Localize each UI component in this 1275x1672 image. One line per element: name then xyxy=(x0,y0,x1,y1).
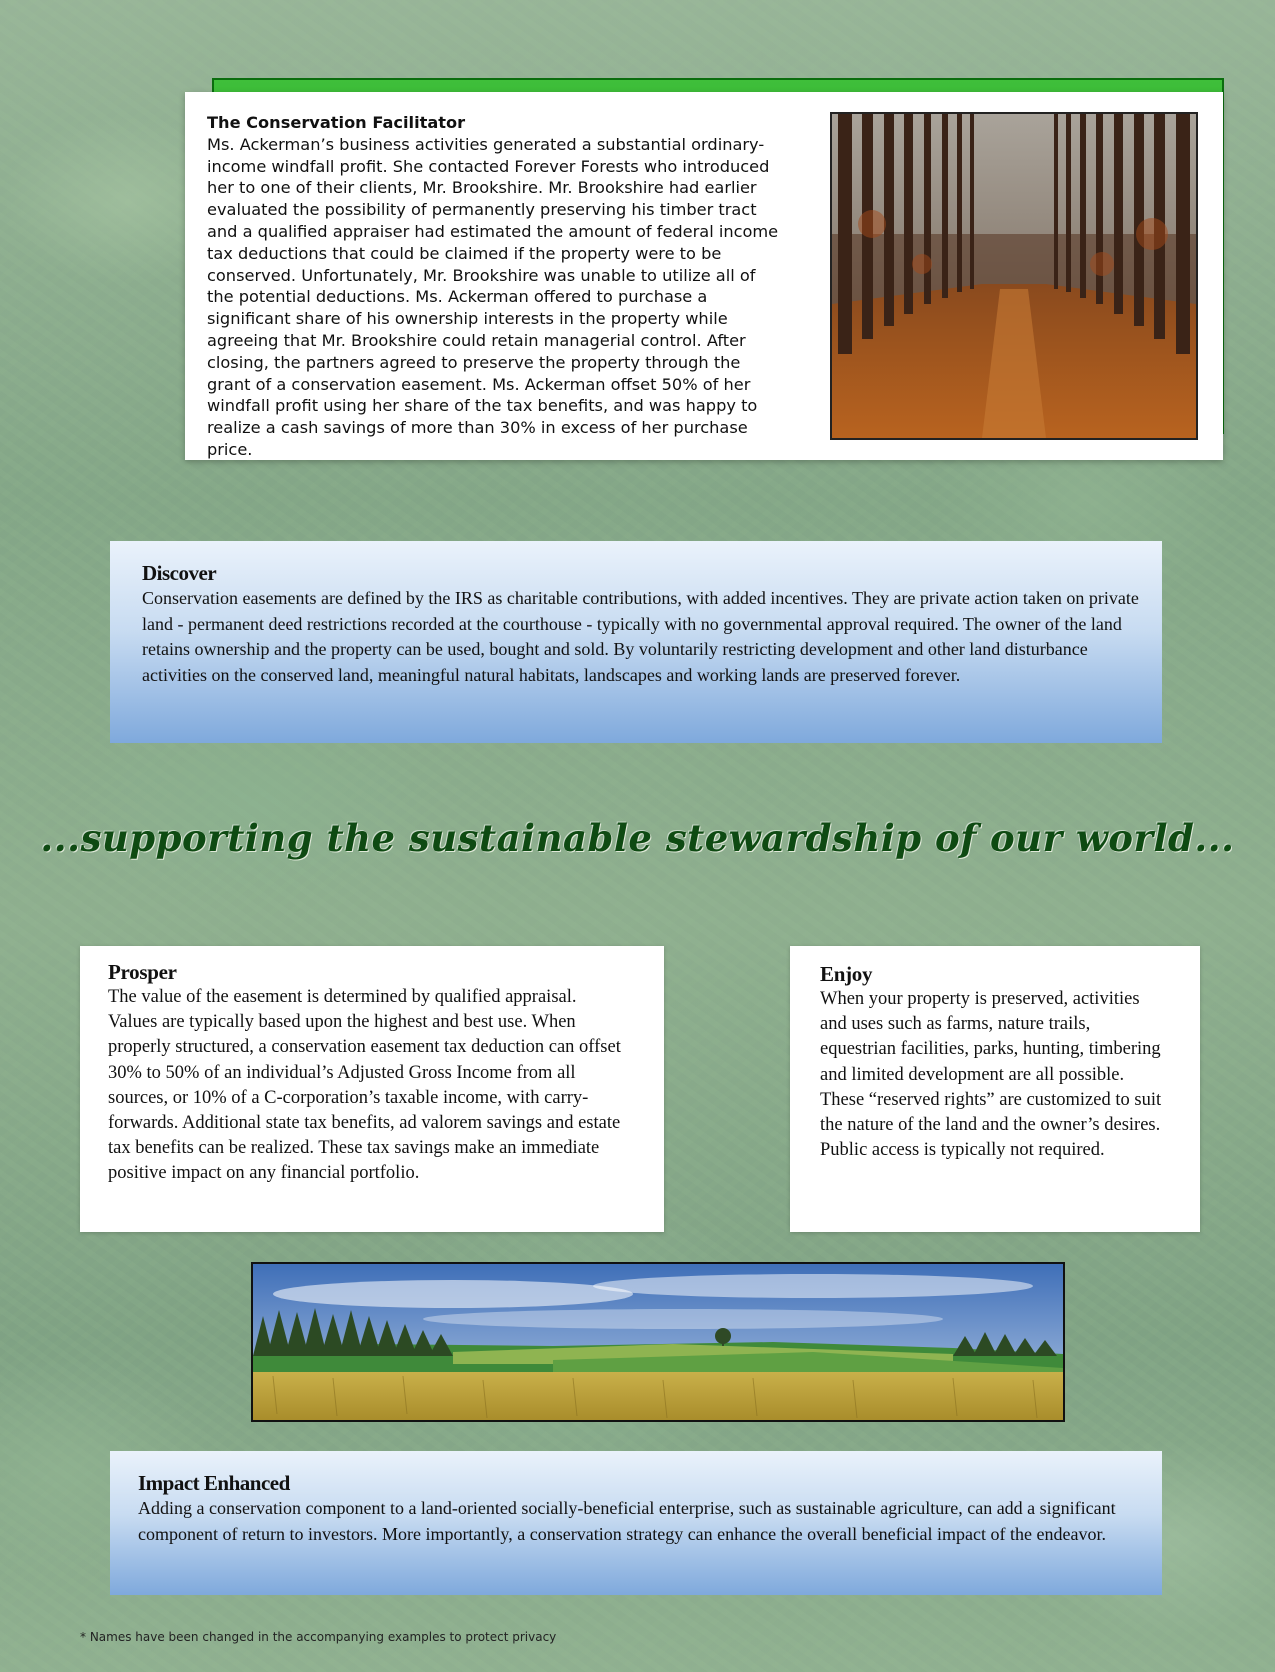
forest-path-photo xyxy=(830,112,1198,440)
facilitator-card xyxy=(185,92,1223,460)
discover-section xyxy=(110,541,1162,743)
prosper-section xyxy=(80,946,664,1232)
enjoy-section xyxy=(790,946,1200,1232)
privacy-footnote: * Names have been changed in the accompanying examples to protect privacy xyxy=(80,1630,557,1644)
prosper-body: The value of the easement is determined by qualified appraisal. Values are typically based upon the highest and best use. When properly structured, a conservation easement tax deduction can offset 30% to 50% of an individual’s Adjusted Gross Income from all sources, or 10% of a C-corporation’s taxable income, with carry-forwards. Additional state tax benefits, ad valorem savings and estate tax benefits can be realized. These tax savings make an immediate positive impact on any financial portfolio. xyxy=(108,987,621,1184)
prosper-heading: Prosper xyxy=(108,960,177,984)
facilitator-text xyxy=(207,112,787,461)
discover-body: Conservation easements are defined by the IRS as charitable contributions, with added incentives. They are private action taken on private land - permanent deed restrictions recorded at the courthouse - typically with no governmental approval required. The owner of the land retains ownership and the property can be used, bought and sold. By voluntarily restricting development and other land disturbance activities on the conserved land, meaningful natural habitats, landscapes and working lands are preserved forever. xyxy=(142,588,1139,685)
facilitator-body: Ms. Ackerman’s business activities generated a substantial ordinary-income windfall profit. She contacted Forever Forests who introduced her to one of their clients, Mr. Brookshire. Mr. Brookshire had earlier evaluated the possibility of permanently preserving his timber tract and a qualified appraiser had estimated the amount of federal income tax deductions that could be claimed if the property were to be conserved. Unfortunately, Mr. Brookshire was unable to utilize all of the potential deductions. Ms. Ackerman offered to purchase a significant share of his ownership interests in the property while agreeing that Mr. Brookshire could retain managerial control. After closing, the partners agreed to preserve the property through the grant of a conservation easement. Ms. Ackerman offset 50% of her windfall profit using her share of the tax benefits, and was happy to realize a cash savings of more than 30% in excess of her purchase price. xyxy=(207,134,779,459)
impact-body: Adding a conservation component to a land-oriented socially-beneficial enterprise, such as sustainable agriculture, can add a significant component of return to investors. More importantly, a conservation strategy can enhance the overall beneficial impact of the endeavor. xyxy=(138,1498,1116,1544)
impact-heading: Impact Enhanced xyxy=(138,1471,290,1495)
tagline: ...supporting the sustainable stewardship of our world... xyxy=(40,816,1235,860)
enjoy-body: When your property is preserved, activities and uses such as farms, nature trails, equestrian facilities, parks, hunting, timbering and limited development are all possible. These “reserved rights” are customized to suit the nature of the land and the owner’s desires. Public access is typically not required. xyxy=(820,989,1162,1161)
impact-enhanced-section xyxy=(110,1451,1162,1595)
facilitator-title: The Conservation Facilitator xyxy=(207,113,466,132)
discover-heading: Discover xyxy=(142,561,217,585)
enjoy-heading: Enjoy xyxy=(820,962,873,986)
field-panorama-photo xyxy=(251,1262,1065,1422)
